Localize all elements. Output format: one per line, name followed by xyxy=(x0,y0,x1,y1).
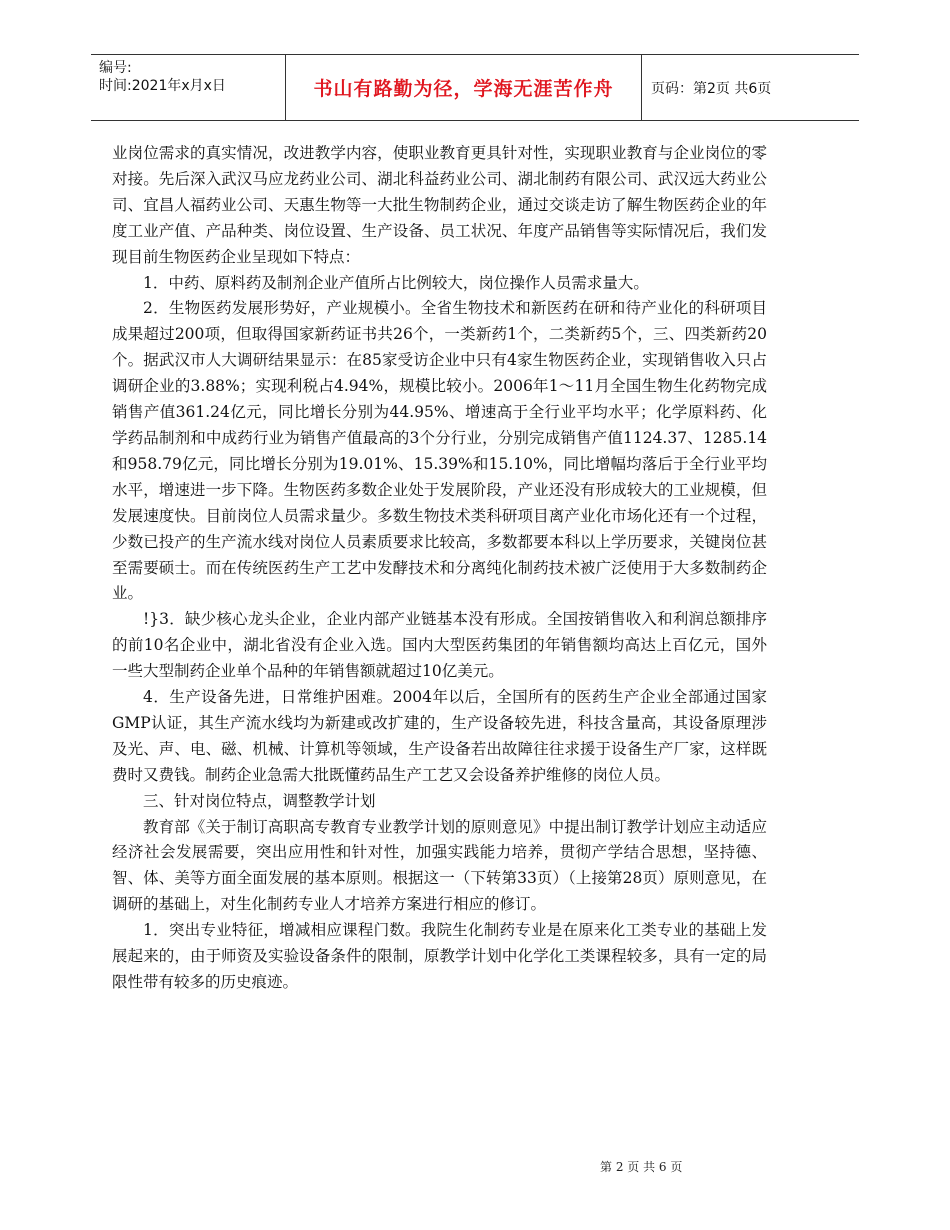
page-footer: 第 2 页 共 6 页 xyxy=(600,1160,683,1174)
document-time-label: 时间:2021年x月x日 xyxy=(99,78,226,94)
paragraph-curriculum-point-1: 1．突出专业特征，增减相应课程门数。我院生化制药专业是在原来化工类专业的基础上发展起来的，由于师资及实验设备条件的限制，原教学计划中化学化工类课程较多，具有一定的局限性带有较多的历史痕迹。 xyxy=(112,921,767,991)
paragraph-ministry-guideline: 教育部《关于制订高职高专教育专业教学计划的原则意见》中提出制订教学计划应主动适应经济社会发展需要，突出应用性和针对性，加强实践能力培养，贯彻产学结合思想，坚持德、智、体、美等方面全面发展的基本原则。根据这一（下转第33页）（上接第28页）原则意见，在调研的基础上，对生化制药专业人才培养方案进行相应的修订。 xyxy=(112,817,767,914)
document-body xyxy=(112,141,767,996)
header-page-info: 页码：第2页 共6页 xyxy=(651,80,772,97)
header-motto: 书山有路勤为径，学海无涯苦作舟 xyxy=(285,55,642,120)
paragraph-point-2: 2．生物医药发展形势好，产业规模小。全省生物技术和新医药在研和待产业化的科研项目成果超过200项，但取得国家新药证书共26个，一类新药1个，二类新药5个，三、四类新药20个。据武汉市人大调研结果显示：在85家受访企业中只有4家生物医药企业，实现销售收入只占调研企业的3.88%；实现利税占4.94%，规模比较小。2006年1～11月全国生物生化药物完成销售产值361.24亿元，同比增长分别为44.95%、增速高于全行业平均水平；化学原料药、化学药品制剂和中成药行业为销售产值最高的3个分行业，分别完成销售产值1124.37、1285.14和958.79亿元，同比增长分别为19.01%、15.39%和15.10%，同比增幅均落后于全行业平均水平，增速进一步下降。生物医药多数企业处于发展阶段，产业还没有形成较大的工业规模，但发展速度快。目前岗位人员需求量少。多数生物技术类科研项目离产业化市场化还有一个过程，少数已投产的生产流水线对岗位人员素质要求比较高，多数都要本科以上学历要求，关键岗位甚至需要硕士。而在传统医药生产工艺中发酵技术和分离纯化制药技术被广泛使用于大多数制药企业。 xyxy=(112,299,767,603)
paragraph-point-1: 1．中药、原料药及制剂企业产值所占比例较大，岗位操作人员需求量大。 xyxy=(143,273,649,292)
paragraph-continuation: 业岗位需求的真实情况，改进教学内容，使职业教育更具针对性，实现职业教育与企业岗位的零对接。先后深入武汉马应龙药业公司、湖北科益药业公司、湖北制药有限公司、武汉远大药业公司、宜昌人福药业公司、天惠生物等一大批生物制药企业，通过交谈走访了解生物医药企业的年度工业产值、产品种类、岗位设置、生产设备、员工状况、年度产品销售等实际情况后，我们发现目前生物医药企业呈现如下特点： xyxy=(112,144,767,266)
section-heading-3: 三、针对岗位特点，调整教学计划 xyxy=(143,791,376,810)
paragraph-point-4: 4．生产设备先进，日常维护困难。2004年以后，全国所有的医药生产企业全部通过国家GMP认证，其生产流水线均为新建或改扩建的，生产设备较先进，科技含量高，其设备原理涉及光、声、电、磁、机械、计算机等领域，生产设备若出故障往往求援于设备生产厂家，这样既费时又费钱。制药企业急需大批既懂药品生产工艺又会设备养护维修的岗位人员。 xyxy=(112,688,767,784)
document-number-label: 编号: xyxy=(99,60,132,76)
header-meta xyxy=(91,55,285,120)
page-header xyxy=(91,54,859,121)
paragraph-point-3: !}3．缺少核心龙头企业，企业内部产业链基本没有形成。全国按销售收入和利润总额排序的前10名企业中，湖北省没有企业入选。国内大型医药集团的年销售额均高达上百亿元，国外一些大型制药企业单个品种的年销售额就超过10亿美元。 xyxy=(112,610,767,681)
